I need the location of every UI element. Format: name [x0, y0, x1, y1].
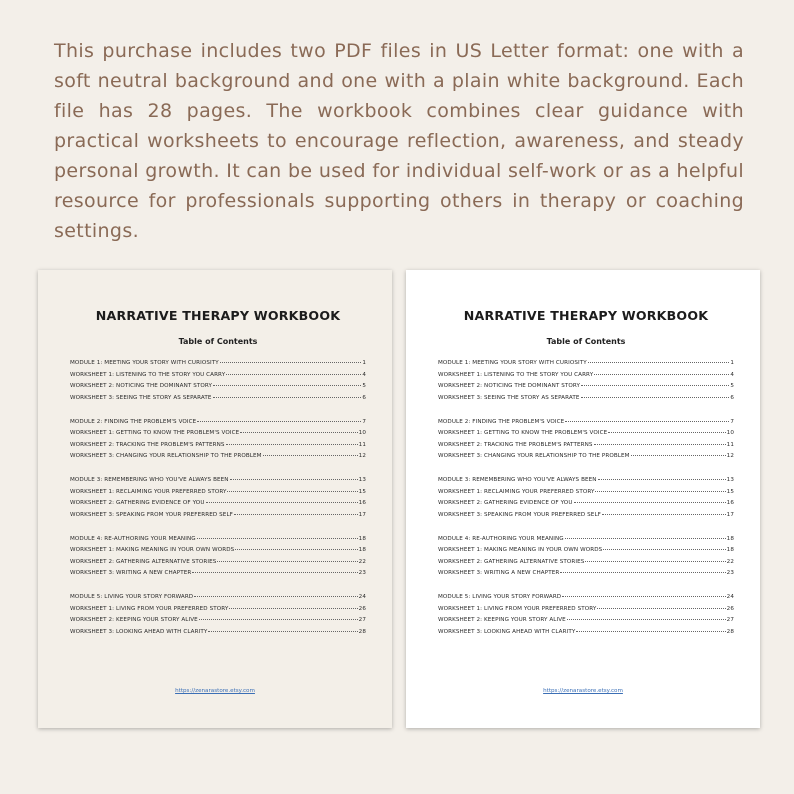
toc-entry-label: WORKSHEET 1: LIVING FROM YOUR PREFERRED STORY — [438, 605, 597, 612]
toc-entry-page-number: 10 — [358, 430, 366, 436]
toc-worksheet-entry — [438, 629, 734, 641]
toc-entry-page-number: 28 — [726, 628, 734, 635]
table-of-contents — [70, 360, 366, 640]
toc-worksheet-entry — [70, 617, 366, 629]
dot-leader — [608, 432, 725, 433]
toc-module-entry — [70, 536, 366, 548]
toc-entry-label: WORKSHEET 2: NOTICING THE DOMINANT STORY — [70, 383, 213, 389]
toc-worksheet-entry — [438, 570, 734, 582]
toc-entry-label: MODULE 2: FINDING THE PROBLEM'S VOICE — [438, 418, 565, 425]
toc-worksheet-entry — [438, 395, 734, 407]
toc-entry-label: MODULE 2: FINDING THE PROBLEM'S VOICE — [70, 418, 197, 425]
toc-entry-page-number: 16 — [726, 500, 734, 506]
toc-worksheet-entry — [70, 383, 366, 395]
toc-entry-page-number: 4 — [730, 371, 734, 378]
toc-worksheet-entry — [438, 500, 734, 512]
dot-leader — [598, 479, 726, 480]
toc-entry-page-number: 23 — [358, 570, 366, 576]
toc-worksheet-entry — [438, 617, 734, 629]
toc-worksheet-entry — [438, 442, 734, 454]
toc-entry-label: WORKSHEET 1: GETTING TO KNOW THE PROBLEM'S VOICE — [438, 430, 608, 436]
toc-entry-page-number: 13 — [358, 477, 366, 483]
dot-leader — [227, 491, 357, 492]
dot-leader — [194, 596, 357, 597]
toc-entry-page-number: 10 — [726, 430, 734, 436]
toc-module-entry — [438, 419, 734, 431]
toc-module-entry — [438, 360, 734, 372]
toc-entry-page-number: 22 — [358, 558, 366, 565]
toc-entry-page-number: 17 — [358, 511, 366, 518]
toc-worksheet-entry — [70, 500, 366, 512]
toc-entry-page-number: 18 — [726, 547, 734, 553]
dot-leader — [220, 362, 362, 363]
toc-entry-page-number: 18 — [358, 535, 366, 542]
toc-entry-label: WORKSHEET 2: GATHERING EVIDENCE OF YOU — [70, 500, 205, 506]
dot-leader — [226, 374, 361, 375]
toc-worksheet-entry — [438, 606, 734, 618]
dot-leader — [588, 362, 730, 363]
dot-leader — [565, 421, 729, 422]
toc-entry-label: WORKSHEET 1: MAKING MEANING IN YOUR OWN WORDS — [70, 547, 235, 553]
toc-entry-page-number: 5 — [730, 383, 734, 389]
toc-module-entry — [70, 360, 366, 372]
toc-entry-page-number: 28 — [358, 628, 366, 635]
dot-leader — [208, 631, 357, 632]
toc-entry-label: WORKSHEET 3: CHANGING YOUR RELATIONSHIP TO THE PROBLEM — [438, 453, 630, 459]
toc-group — [70, 419, 366, 465]
toc-worksheet-entry — [70, 430, 366, 442]
toc-entry-label: MODULE 3: REMEMBERING WHO YOU'VE ALWAYS BEEN — [70, 477, 229, 483]
dot-leader — [192, 572, 357, 573]
white-page-preview — [406, 270, 760, 728]
toc-entry-page-number: 23 — [726, 570, 734, 576]
toc-entry-page-number: 17 — [726, 511, 734, 518]
dot-leader — [562, 596, 725, 597]
dot-leader — [199, 619, 358, 620]
dot-leader — [576, 631, 725, 632]
dot-leader — [581, 397, 730, 398]
intro-paragraph: This purchase includes two PDF files in US Letter format: one with a soft neutral background and one with a plain white background. Each file has 28 pages. The workbook combines clear guidance with practical worksheets to encourage reflection, awareness, and steady personal growth. It can be used for individual self-work or as a helpful resource for professionals supporting others in therapy or coaching settings. — [54, 40, 744, 242]
toc-entry-label: WORKSHEET 1: RECLAIMING YOUR PREFERRED STORY — [70, 488, 227, 495]
toc-entry-page-number: 11 — [358, 441, 366, 448]
toc-group — [438, 360, 734, 406]
toc-group — [70, 360, 366, 406]
toc-entry-label: WORKSHEET 1: LISTENING TO THE STORY YOU CARRY — [70, 371, 226, 378]
dot-leader — [206, 502, 358, 503]
toc-worksheet-entry — [70, 442, 366, 454]
toc-entry-label: WORKSHEET 1: RECLAIMING YOUR PREFERRED STORY — [438, 488, 595, 495]
dot-leader — [234, 514, 358, 515]
toc-heading: Table of Contents — [546, 337, 626, 346]
toc-module-entry — [70, 477, 366, 489]
toc-entry-page-number: 27 — [358, 617, 366, 623]
toc-entry-label: WORKSHEET 3: WRITING A NEW CHAPTER — [438, 570, 560, 576]
toc-entry-page-number: 22 — [726, 558, 734, 565]
toc-worksheet-entry — [438, 372, 734, 384]
toc-entry-label: MODULE 3: REMEMBERING WHO YOU'VE ALWAYS BEEN — [438, 477, 597, 483]
toc-entry-label: WORKSHEET 3: WRITING A NEW CHAPTER — [70, 570, 192, 576]
store-link[interactable]: https://zenarastore.etsy.com — [175, 688, 255, 694]
dot-leader — [560, 572, 725, 573]
toc-worksheet-entry — [70, 547, 366, 559]
toc-worksheet-entry — [438, 430, 734, 442]
dot-leader — [585, 561, 725, 562]
toc-worksheet-entry — [70, 559, 366, 571]
toc-module-entry — [70, 594, 366, 606]
toc-entry-label: WORKSHEET 1: GETTING TO KNOW THE PROBLEM'S VOICE — [70, 430, 240, 436]
toc-entry-page-number: 15 — [726, 488, 734, 495]
toc-entry-label: MODULE 1: MEETING YOUR STORY WITH CURIOSITY — [438, 360, 587, 366]
workbook-title: NARRATIVE THERAPY WORKBOOK — [463, 308, 709, 323]
dot-leader — [217, 561, 357, 562]
dot-leader — [602, 514, 726, 515]
toc-group — [438, 594, 734, 640]
toc-entry-label: WORKSHEET 2: KEEPING YOUR STORY ALIVE — [70, 617, 198, 623]
toc-entry-label: WORKSHEET 2: GATHERING EVIDENCE OF YOU — [438, 500, 573, 506]
toc-entry-label: WORKSHEET 1: MAKING MEANING IN YOUR OWN WORDS — [438, 547, 603, 553]
dot-leader — [197, 421, 361, 422]
toc-group — [70, 477, 366, 523]
toc-worksheet-entry — [70, 629, 366, 641]
toc-entry-label: MODULE 4: RE-AUTHORING YOUR MEANING — [438, 535, 564, 542]
toc-worksheet-entry — [70, 512, 366, 524]
toc-entry-label: WORKSHEET 3: CHANGING YOUR RELATIONSHIP TO THE PROBLEM — [70, 453, 262, 459]
toc-entry-label: WORKSHEET 3: SPEAKING FROM YOUR PREFERRED SELF — [70, 511, 233, 518]
toc-worksheet-entry — [438, 453, 734, 465]
toc-entry-page-number: 27 — [726, 617, 734, 623]
toc-worksheet-entry — [70, 453, 366, 465]
toc-entry-page-number: 1 — [730, 360, 734, 366]
store-link[interactable]: https://zenarastore.etsy.com — [543, 688, 623, 694]
dot-leader — [594, 374, 729, 375]
toc-module-entry — [70, 419, 366, 431]
toc-entry-page-number: 11 — [726, 441, 734, 448]
toc-worksheet-entry — [70, 372, 366, 384]
toc-entry-label: WORKSHEET 2: NOTICING THE DOMINANT STORY — [438, 383, 581, 389]
dot-leader — [567, 619, 726, 620]
toc-entry-page-number: 1 — [362, 360, 366, 366]
dot-leader — [197, 538, 358, 539]
toc-group — [438, 477, 734, 523]
toc-group — [438, 536, 734, 582]
toc-entry-page-number: 5 — [362, 383, 366, 389]
table-of-contents — [438, 360, 734, 640]
toc-worksheet-entry — [438, 489, 734, 501]
toc-entry-page-number: 4 — [362, 371, 366, 378]
toc-worksheet-entry — [70, 606, 366, 618]
toc-entry-page-number: 18 — [726, 535, 734, 542]
toc-entry-label: WORKSHEET 1: LISTENING TO THE STORY YOU CARRY — [438, 371, 594, 378]
toc-entry-page-number: 7 — [362, 418, 366, 425]
toc-entry-label: WORKSHEET 3: LOOKING AHEAD WITH CLARITY — [438, 628, 576, 635]
toc-entry-label: WORKSHEET 2: TRACKING THE PROBLEM'S PATTERNS — [438, 441, 593, 448]
toc-entry-page-number: 12 — [726, 453, 734, 459]
dot-leader — [581, 385, 729, 386]
toc-entry-page-number: 6 — [730, 394, 734, 401]
dot-leader — [226, 444, 358, 445]
neutral-page-preview — [38, 270, 392, 728]
toc-entry-label: WORKSHEET 2: KEEPING YOUR STORY ALIVE — [438, 617, 566, 623]
toc-group — [70, 536, 366, 582]
toc-entry-label: MODULE 1: MEETING YOUR STORY WITH CURIOSITY — [70, 360, 219, 366]
dot-leader — [603, 549, 725, 550]
toc-worksheet-entry — [70, 395, 366, 407]
toc-entry-label: MODULE 5: LIVING YOUR STORY FORWARD — [70, 594, 194, 600]
dot-leader — [240, 432, 357, 433]
dot-leader — [595, 491, 725, 492]
toc-worksheet-entry — [438, 559, 734, 571]
toc-entry-page-number: 26 — [726, 605, 734, 612]
dot-leader — [574, 502, 726, 503]
toc-entry-label: MODULE 5: LIVING YOUR STORY FORWARD — [438, 594, 562, 600]
toc-worksheet-entry — [438, 383, 734, 395]
toc-worksheet-entry — [438, 547, 734, 559]
toc-entry-page-number: 13 — [726, 477, 734, 483]
toc-entry-label: MODULE 4: RE-AUTHORING YOUR MEANING — [70, 535, 196, 542]
toc-worksheet-entry — [70, 489, 366, 501]
toc-entry-label: WORKSHEET 2: TRACKING THE PROBLEM'S PATTERNS — [70, 441, 225, 448]
toc-entry-page-number: 12 — [358, 453, 366, 459]
toc-module-entry — [438, 536, 734, 548]
toc-group — [438, 419, 734, 465]
dot-leader — [631, 455, 726, 456]
toc-entry-page-number: 24 — [726, 594, 734, 600]
toc-entry-page-number: 18 — [358, 547, 366, 553]
toc-entry-label: WORKSHEET 3: LOOKING AHEAD WITH CLARITY — [70, 628, 208, 635]
toc-entry-label: WORKSHEET 1: LIVING FROM YOUR PREFERRED STORY — [70, 605, 229, 612]
toc-worksheet-entry — [70, 570, 366, 582]
workbook-title: NARRATIVE THERAPY WORKBOOK — [95, 308, 341, 323]
toc-module-entry — [438, 594, 734, 606]
toc-group — [70, 594, 366, 640]
dot-leader — [213, 385, 361, 386]
toc-entry-label: WORKSHEET 2: GATHERING ALTERNATIVE STORIES — [438, 558, 585, 565]
dot-leader — [213, 397, 362, 398]
dot-leader — [235, 549, 357, 550]
toc-entry-label: WORKSHEET 3: SEEING THE STORY AS SEPARATE — [438, 394, 580, 401]
toc-worksheet-entry — [438, 512, 734, 524]
dot-leader — [597, 608, 725, 609]
toc-entry-label: WORKSHEET 3: SPEAKING FROM YOUR PREFERRED SELF — [438, 511, 601, 518]
toc-entry-label: WORKSHEET 3: SEEING THE STORY AS SEPARATE — [70, 394, 212, 401]
toc-entry-page-number: 7 — [730, 418, 734, 425]
dot-leader — [229, 608, 357, 609]
toc-entry-label: WORKSHEET 2: GATHERING ALTERNATIVE STORIES — [70, 558, 217, 565]
toc-entry-page-number: 24 — [358, 594, 366, 600]
dot-leader — [263, 455, 358, 456]
toc-heading: Table of Contents — [178, 337, 258, 346]
toc-entry-page-number: 16 — [358, 500, 366, 506]
dot-leader — [230, 479, 358, 480]
toc-entry-page-number: 15 — [358, 488, 366, 495]
toc-entry-page-number: 6 — [362, 394, 366, 401]
dot-leader — [565, 538, 726, 539]
toc-module-entry — [438, 477, 734, 489]
dot-leader — [594, 444, 726, 445]
toc-entry-page-number: 26 — [358, 605, 366, 612]
